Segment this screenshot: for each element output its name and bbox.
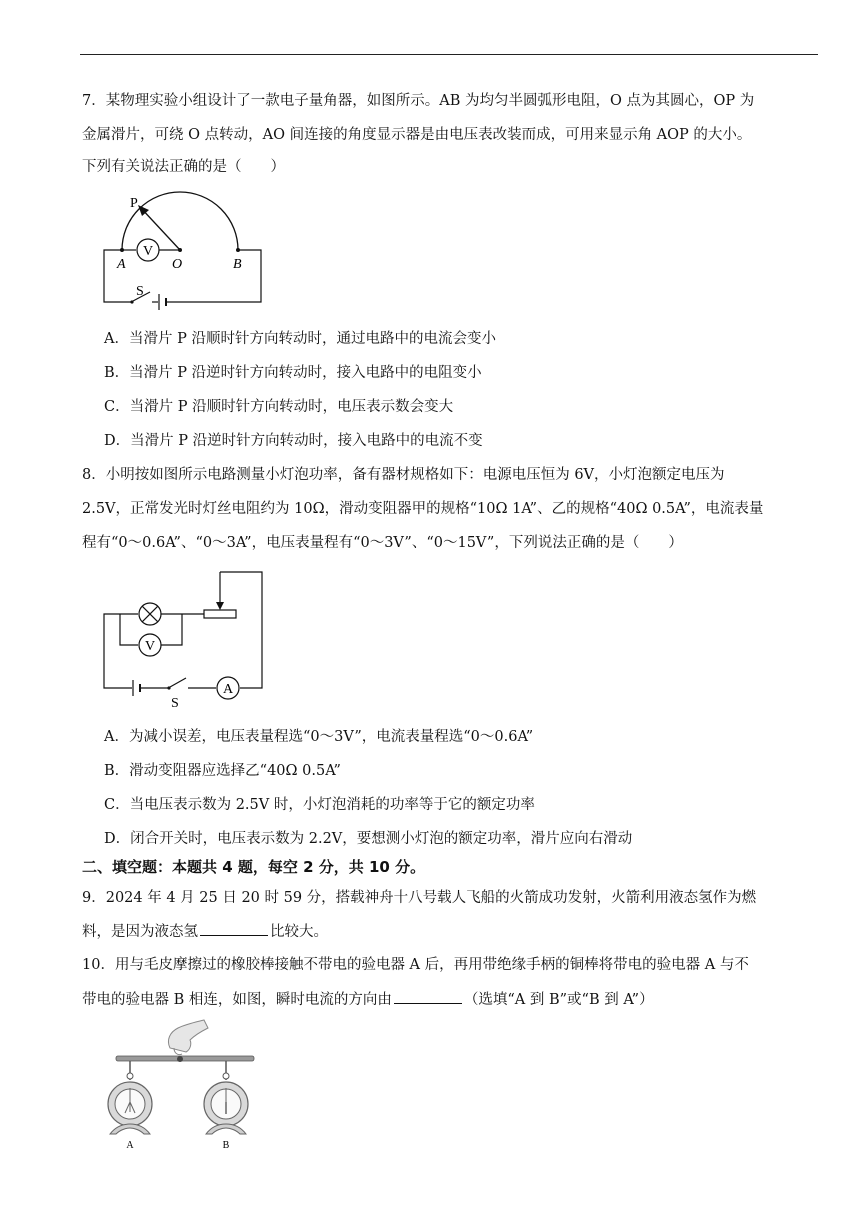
q7-label-o: O [172,257,183,272]
q8-text-line1: 8．小明按如图所示电路测量小灯泡功率，备有器材规格如下：电源电压恒为 6V，小灯泡额定电压为 [82,467,725,483]
q10-electroscope-figure [100,1018,260,1153]
q8-label-s: S [171,696,179,711]
q7-label-a: A [117,257,126,272]
q10-text-after-blank: （选填“A 到 B”或“B 到 A”） [463,992,654,1008]
q8-text-line2: 2.5V，正常发光时灯丝电阻约为 10Ω，滑动变阻器甲的规格“10Ω 1A”、乙的规格“40Ω 0.5A”，电流表量 [82,501,764,517]
q7-text-line3: 下列有关说法正确的是（ ） [82,159,285,175]
q10-answer-blank[interactable] [394,989,462,1004]
q10-electroscope-b [204,1061,248,1134]
q7-option-b[interactable]: B．当滑片 P 沿逆时针方向转动时，接入电路中的电阻变小 [104,365,482,381]
q8-option-a[interactable]: A．为减小误差，电压表量程选“0～3V”，电流表量程选“0～0.6A” [104,729,534,745]
q10-copper-rod [116,1056,254,1061]
q8-lamp-power-circuit-diagram [96,570,268,710]
q9-text-line2 [82,921,328,942]
q7-option-c[interactable]: C．当滑片 P 沿顺时针方向转动时，电压表示数会变大 [104,399,454,415]
q10-electroscope-a [108,1061,152,1134]
header-rule [80,54,818,55]
q7-label-s: S [136,284,144,299]
q8-voltmeter-label: V [144,639,156,654]
q9-text-after-blank: 比较大。 [270,924,328,940]
q9-text-before-blank: 料，是因为液态氢 [82,924,198,940]
q10-text-line1: 10．用与毛皮摩擦过的橡胶棒接触不带电的验电器 A 后，再用带绝缘手柄的铜棒将带电的验电器 A 与不 [82,957,749,973]
q8-rheostat [204,610,236,618]
q10-rod-handle [177,1056,183,1062]
section-heading-fill-in: 二、填空题：本题共 4 题，每空 2 分，共 10 分。 [82,858,426,876]
q8-switch [170,678,186,687]
q7-option-d[interactable]: D．当滑片 P 沿逆时针方向转动时，接入电路中的电流不变 [104,433,483,449]
q7-label-p: P [130,196,138,211]
q8-ammeter-label: A [222,682,234,697]
hand-icon [168,1020,208,1055]
q8-text-line3: 程有“0～0.6A”、“0～3A”，电压表量程有“0～3V”、“0～15V”，下列说法正确的是（ ） [82,535,683,551]
q9-answer-blank[interactable] [200,921,268,936]
q7-voltmeter-label: V [142,244,154,259]
q10-text-before-blank: 带电的验电器 B 相连，如图，瞬时电流的方向由 [82,992,392,1008]
q7-protractor-circuit-diagram [96,190,271,308]
q8-option-c[interactable]: C．当电压表示数为 2.5V 时，小灯泡消耗的功率等于它的额定功率 [104,797,535,813]
q7-label-b: B [233,257,242,272]
q8-option-b[interactable]: B．滑动变阻器应选择乙“40Ω 0.5A” [104,763,341,779]
q7-text-line1: 7．某物理实验小组设计了一款电子量角器，如图所示。AB 为均匀半圆弧形电阻，O 点为其圆心，OP 为 [82,93,755,109]
q7-text-line2: 金属滑片，可绕 O 点转动，AO 间连接的角度显示器是由电压表改装而成，可用来显示角 AOP 的大小。 [82,127,752,143]
q7-option-a[interactable]: A．当滑片 P 沿顺时针方向转动时，通过电路中的电流会变小 [104,331,496,347]
q8-option-d[interactable]: D．闭合开关时，电压表示数为 2.2V，要想测小灯泡的额定功率，滑片应向右滑动 [104,831,633,847]
q10-label-b: B [222,1140,230,1151]
q10-label-a: A [126,1140,134,1151]
q10-text-line2 [82,989,654,1010]
q9-text-line1: 9．2024 年 4 月 25 日 20 时 59 分，搭载神舟十八号载人飞船的火箭成功发射，火箭利用液态氢作为燃 [82,890,757,906]
q7-arc-resistor [122,192,238,250]
